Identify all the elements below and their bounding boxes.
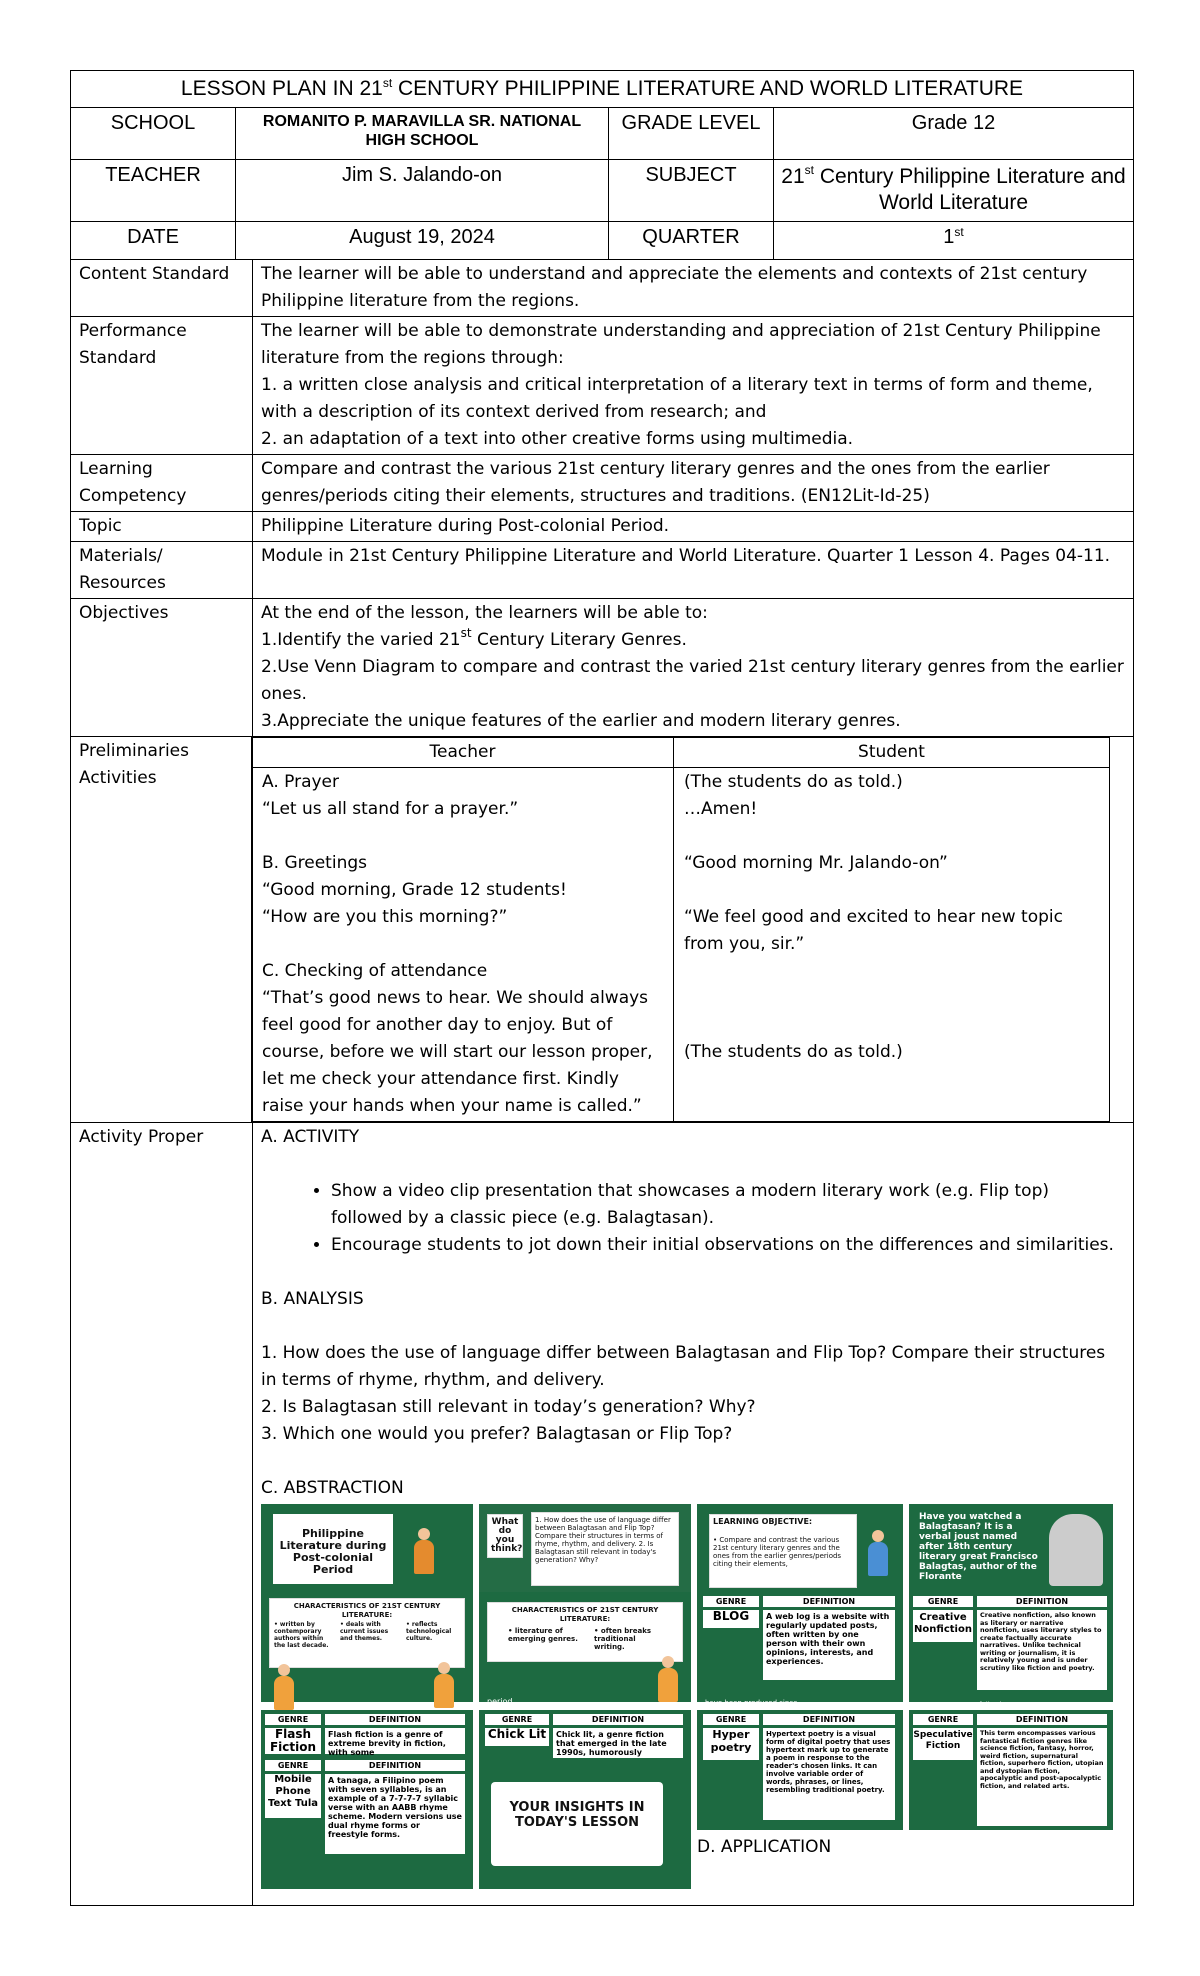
school-label: SCHOOL <box>71 108 236 160</box>
slide-characteristics-1: CHARACTERISTICS OF 21ST CENTURY LITERATURE: • written by contemporary authors within the last decade. • deals with current issues and themes. • reflects technological culture. <box>261 1592 473 1702</box>
preliminaries-cell <box>253 737 1134 1123</box>
objectives-text: At the end of the lesson, the learners will be able to: 1.Identify the varied 21st Century Literary Genres. 2.Use Venn Diagram to compare and contrast the varied 21st century literary genres from the earlier ones. 3.Appreciate the unique features of the earlier and modern literary genres. <box>253 599 1134 737</box>
quarter-value: 1st <box>774 222 1134 260</box>
teacher-label: TEACHER <box>71 160 236 222</box>
analysis-question: 3. Which one would you prefer? Balagtasan or Flip Top? <box>261 1424 733 1444</box>
performance-standard-label: Performance Standard <box>71 317 253 455</box>
subject-value: 21st Century Philippine Literature and World Literature <box>774 160 1134 222</box>
analysis-question: 1. How does the use of language differ between Balagtasan and Flip Top? Compare their structures in terms of rhyme, rhythm, and delivery. <box>261 1343 1106 1390</box>
slide-title: Philippine Literature during Post-colonial Period <box>261 1504 473 1594</box>
school-value: ROMANITO P. MARAVILLA SR. NATIONAL HIGH SCHOOL <box>236 108 609 160</box>
slide-creative-nonfiction: GENRE DEFINITION Creative Nonfiction Creative nonfiction, also known as literary or narrative nonfiction, uses literary styles to create factually accurate narratives. Unlike technical writing or journalism, it is relatively young and is under scrutiny like fiction and poetry. following: <box>909 1592 1113 1702</box>
slide-learning-objective: LEARNING OBJECTIVE: • Compare and contrast the various 21st century literary genres and the ones from the earlier genres/periods citing their elements, <box>697 1504 903 1594</box>
activity-bullets <box>261 1178 1125 1259</box>
content-standard-text: The learner will be able to understand and appreciate the elements and contexts of 21st century Philippine literature from the regions. <box>253 260 1134 317</box>
student-column: (The students do as told.) …Amen! “Good morning Mr. Jalando-on” “We feel good and excited to hear new topic from you, sir.” (The students do as told.) <box>674 768 1110 1122</box>
activity-proper-label: Activity Proper <box>71 1123 253 1906</box>
slide-speculative-fiction: GENRE DEFINITION Speculative Fiction This term encompasses various fantastical fiction genres like science fiction, fantasy, horror, weird fiction, supernatural fiction, superhero fiction, utopian and dystopian fiction, apocalyptic and post-apocalyptic fiction, and related arts. <box>909 1710 1113 1830</box>
date-label: DATE <box>71 222 236 260</box>
teacher-column: A. Prayer “Let us all stand for a prayer.” B. Greetings “Good morning, Grade 12 students! “How are you this morning?” C. Checking of attendance “That’s good news to hear. We should always feel good for another day to enjoy. But of course, before we will start our lesson proper, let me check your attendance first. Kindly raise your hands when your name is called.” <box>252 768 674 1122</box>
abstraction-heading: C. ABSTRACTION <box>261 1478 404 1498</box>
date-value: August 19, 2024 <box>236 222 609 260</box>
grade-value: Grade 12 <box>774 108 1134 160</box>
page-title: LESSON PLAN IN 21st CENTURY PHILIPPINE LITERATURE AND WORLD LITERATURE <box>71 71 1134 108</box>
teacher-column-header: Teacher <box>252 738 674 768</box>
objectives-label: Objectives <box>71 599 253 737</box>
slide-hyper-poetry: GENRE DEFINITION Hyper poetry Hypertext poetry is a visual form of digital poetry that uses hypertext mark up to generate a poem in response to the reader's chosen links. It can involve variable order of words, phrases, or lines, resembling traditional poetry. <box>697 1710 903 1830</box>
quarter-label: QUARTER <box>609 222 774 260</box>
topic-label: Topic <box>71 512 253 542</box>
content-standard-label: Content Standard <box>71 260 253 317</box>
activity-bullet: • Show a video clip presentation that showcases a modern literary work (e.g. Flip top) followed by a classic piece (e.g. Balagtasan). <box>331 1178 1125 1232</box>
slide-flash-mobile: GENRE DEFINITION Flash Fiction Flash fiction is a genre of extreme brevity in fiction, with some GENRE DEFINITION Mobile Phone Text Tula A tanaga, a Filipino poem with seven syllables, is an example of a 7-7-7-7 syllabic verse with an AABB rhyme scheme. Modern versions use dual rhyme forms or freestyle forms. <box>261 1710 473 1889</box>
application-heading: D. APPLICATION <box>697 1837 832 1857</box>
topic-text: Philippine Literature during Post-colonial Period. <box>253 512 1134 542</box>
slide-questions: What do you think? 1. How does the use of language differ between Balagtasan and Flip Top? Compare their structures in terms of rhyme, rhythm, and delivery. 2. Is Balagtasan still relevant in today's generation? Why? <box>479 1504 691 1594</box>
learning-competency-label: Learning Competency <box>71 455 253 512</box>
materials-text: Module in 21st Century Philippine Literature and World Literature. Quarter 1 Lesson 4. Pages 04-11. <box>253 542 1134 599</box>
slide-balagtasan: Have you watched a Balagtasan? It is a verbal joust named after 18th century literary great Francisco Balagtas, author of the Florante <box>909 1504 1113 1594</box>
activity-bullet: • Encourage students to jot down their initial observations on the differences and similarities. <box>331 1232 1125 1259</box>
teacher-value: Jim S. Jalando-on <box>236 160 609 222</box>
grade-label: GRADE LEVEL <box>609 108 774 160</box>
lesson-body-table <box>70 259 1134 1906</box>
subject-label: SUBJECT <box>609 160 774 222</box>
student-column-header: Student <box>674 738 1110 768</box>
learning-competency-text: Compare and contrast the various 21st century literary genres and the ones from the earlier genres/periods citing their elements, structures and traditions. (EN12Lit-Id-25) <box>253 455 1134 512</box>
slide-blog: GENRE DEFINITION BLOG A web log is a website with regularly updated posts, often written by one person with their own opinions, interests, and experiences. have been produced since <box>697 1592 903 1702</box>
preliminaries-table <box>251 737 1110 1122</box>
activity-proper-text: A. ACTIVITY • Show a video clip presentation that showcases a modern literary work (e.g. Flip top) followed by a classic piece (e.g. Balagtasan). • Encourage students to jot down their initial observations on the differences and similarities. B. ANALYSIS 1. How does the use of language differ between Balagtasan and Flip Top? Compare their structures in terms of rhyme, rhythm, and delivery. 2. Is Balagtasan still relevant in today’s generation? Why? 3. Which one would you prefer? Balagtasan or Flip Top? C. ABSTRACTION Philippine Literature during Post-colonial Period What do you think? 1. How does the use of language differ between Balagtasan and Flip Top? Compare their structures in terms of rhyme, rhythm, and delivery. 2. Is Balagtasan still relevant in today's generation? Why? LEARNING OBJECTIVE: • Compare and contrast the various 21st century literary genres and the ones from the earlier genres/periods citing their elements, Have you watched a Balagtasan? It is a verbal joust named after 18th century literary great Francisco Balagtas, author of the Florante CHARACTERISTICS OF 21ST CENTURY LITERATURE: • written by contemporary authors within the last decade. • deals with current issues and themes. • reflects technological culture. CHARACTERISTICS OF 21ST CENTURY LITERATURE: • literature of emerging genres. • often breaks traditional writing. period. GENRE DEFINITION BLOG A web log is a website with regularly updated posts, often written by one person with their own opinions, interests, and experiences. have been produced since GENRE DEFINITION Creative Nonfiction Creative nonfiction, also known as literary or narrative nonfiction, uses literary styles to create factually accurate narratives. Unlike technical writing or journalism, it is relatively young and is under scrutiny like fiction and poetry. following: GENRE DEFINITION Flash Fiction Flash fiction is a genre of extreme brevity in fiction, with some GENRE DEFINITION Mobile Phone Text Tula A tanaga, a Filipino poem with seven syllables, is an example of a 7-7-7-7 syllabic verse with an AABB rhyme scheme. Modern versions use dual rhyme forms or freestyle forms. GENRE DEFINITION Chick Lit Chick lit, a genre fiction that emerged in the late 1990s, humorously YOUR INSIGHTS IN TODAY'S LESSON GENRE DEFINITION Hyper poetry Hypertext poetry is a visual form of digital poetry that uses hypertext mark up to generate a poem in response to the reader's chosen links. It can involve variable order of words, phrases, or lines, resembling traditional poetry. D. APPLICATION GENRE DEFINITION Speculative Fiction This term encompasses various fantastical fiction genres like science fiction, fantasy, horror, weird fiction, supernatural fiction, superhero fiction, utopian and dystopian fiction, apocalyptic and post-apocalyptic fiction, and related arts. <box>253 1123 1134 1906</box>
slide-chick-lit-insights: GENRE DEFINITION Chick Lit Chick lit, a genre fiction that emerged in the late 1990s, humorously YOUR INSIGHTS IN TODAY'S LESSON <box>479 1710 691 1889</box>
slide-mosaic <box>261 1504 1125 1889</box>
lesson-plan <box>70 70 1134 1906</box>
preliminaries-label: Preliminaries Activities <box>71 737 253 1123</box>
slide-characteristics-2: CHARACTERISTICS OF 21ST CENTURY LITERATURE: • literature of emerging genres. • often breaks traditional writing. period. <box>479 1592 691 1702</box>
analysis-question: 2. Is Balagtasan still relevant in today’s generation? Why? <box>261 1397 756 1417</box>
performance-standard-text: The learner will be able to demonstrate understanding and appreciation of 21st Century Philippine literature from the regions through: 1. a written close analysis and critical interpretation of a literary text in terms of form and theme, with a description of its context derived from research; and 2. an adaptation of a text into other creative forms using multimedia. <box>253 317 1134 455</box>
materials-label: Materials/ Resources <box>71 542 253 599</box>
header-table <box>70 70 1134 260</box>
